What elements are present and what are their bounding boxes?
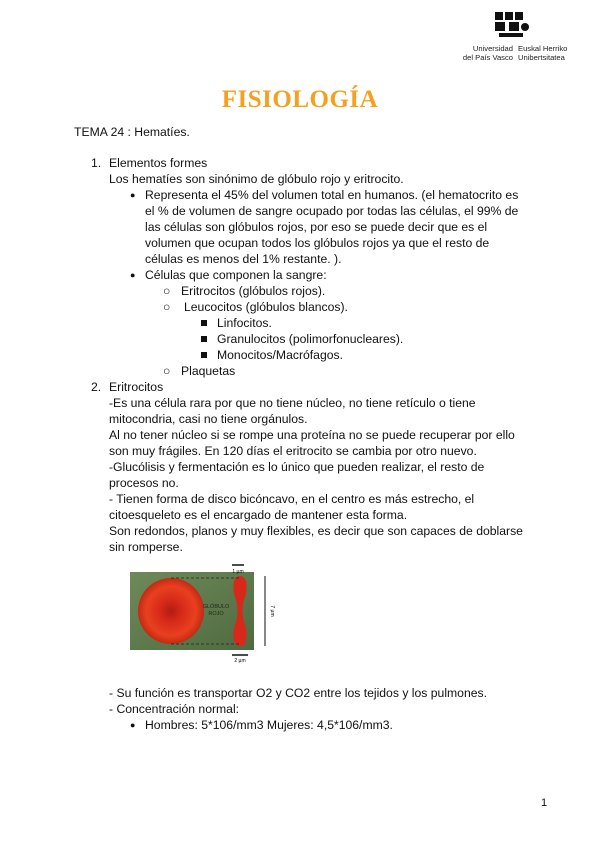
s1-b1-line5: células es menos del 1% restante. ). — [145, 252, 342, 266]
s2-after2: - Concentración normal: — [109, 702, 240, 716]
bullet-dot: ● — [130, 190, 136, 200]
page-number: 1 — [541, 797, 548, 809]
circle-bullet: ○ — [163, 284, 171, 298]
s2-line7: - Tienen forma de disco bicóncavo, en el centro es más estrecho, el — [109, 492, 475, 506]
section1-intro: Los hematíes son sinónimo de glóbulo rojo y eritrocito. — [109, 172, 404, 186]
s1-b1-line4: volumen que ocupan todos los glóbulos rojos ya que el resto de — [145, 236, 490, 250]
cell-label-line1: GLÓBULO — [202, 604, 230, 610]
circle-bullet: ○ — [163, 300, 171, 314]
square-bullet — [201, 320, 207, 326]
s1-sub1: Eritrocitos (glóbulos rojos). — [181, 284, 326, 298]
logo-text-right — [518, 44, 567, 62]
s2-line2: mitocondria, casi no tiene orgánulos. — [109, 412, 308, 426]
bullet-dot: ● — [130, 270, 136, 280]
logo-line2-right: Unibertsitatea — [518, 53, 565, 62]
logo-line2-left: del País Vasco — [462, 53, 513, 62]
s2-line10: sin romperse. — [109, 540, 183, 554]
section2-heading: Eritrocitos — [109, 380, 164, 394]
logo-line1-left: Universidad — [472, 44, 513, 53]
s2-line4: son muy frágiles. En 120 días el eritrocito se cambia por otro nuevo. — [109, 444, 477, 458]
logo-line1-right: Euskal Herriko — [518, 44, 568, 53]
page-title: FISIOLOGÍA — [221, 86, 379, 113]
s1-b1-line1: Representa el 45% del volumen total en humanos. (el hematocrito es — [145, 188, 519, 202]
s1-sub2-item3: Monocitos/Macrófagos. — [217, 348, 343, 362]
section1-number: 1. — [91, 156, 102, 170]
s2-line5: -Glucólisis y fermentación es lo único que pueden realizar, el resto de — [109, 460, 485, 474]
square-bullet — [201, 352, 207, 358]
bullet-dot: ● — [130, 720, 136, 730]
s2-line1: -Es una célula rara por que no tiene núcleo, no tiene retículo o tiene — [109, 396, 476, 410]
s1-sub2-item2: Granulocitos (polimorfonucleares). — [217, 332, 404, 346]
s2-line6: procesos no. — [109, 476, 179, 490]
red-blood-cell-figure — [128, 560, 278, 665]
s1-sub2: Leucocitos (glóbulos blancos). — [184, 300, 348, 314]
cell-face-view — [138, 578, 204, 644]
logo-text-left — [455, 44, 513, 62]
topic-line: TEMA 24 : Hematíes. — [74, 125, 190, 139]
s2-line9: Son redondos, planos y muy flexibles, es decir que son capaces de doblarse — [109, 524, 523, 538]
dim-right-label: 7 µm — [269, 605, 275, 617]
university-emblem-icon — [493, 10, 533, 40]
cell-label-line2: ROJO — [208, 611, 224, 617]
s2-line8: citoesqueleto es el encargado de mantener esta forma. — [109, 508, 408, 522]
dim-bottom-label: 2 µm — [234, 658, 246, 664]
s1-b2: Células que componen la sangre: — [145, 268, 327, 282]
section1-heading: Elementos formes — [109, 156, 208, 170]
s1-b1-line3: las células son glóbulos rojos, por eso se puede decir que es el — [145, 220, 488, 234]
s1-b1-line2: el % de volumen de sangre ocupado por todas las células, el 99% de — [145, 204, 519, 218]
s2-line3: Al no tener núcleo si se rompe una proteína no se puede recuperar por ello — [109, 428, 515, 442]
s2-after1: - Su función es transportar O2 y CO2 entre los tejidos y los pulmones. — [109, 686, 487, 700]
s1-sub3: Plaquetas — [181, 364, 236, 378]
s2-concentration: Hombres: 5*106/mm3 Mujeres: 4,5*106/mm3. — [145, 718, 393, 732]
circle-bullet: ○ — [163, 364, 171, 378]
square-bullet — [201, 336, 207, 342]
university-logo — [455, 10, 575, 62]
s1-sub2-item1: Linfocitos. — [217, 316, 272, 330]
section2-number: 2. — [91, 380, 102, 394]
erythrocyte-diagram — [128, 560, 278, 665]
dim-top-label: 1 µm — [232, 569, 244, 575]
